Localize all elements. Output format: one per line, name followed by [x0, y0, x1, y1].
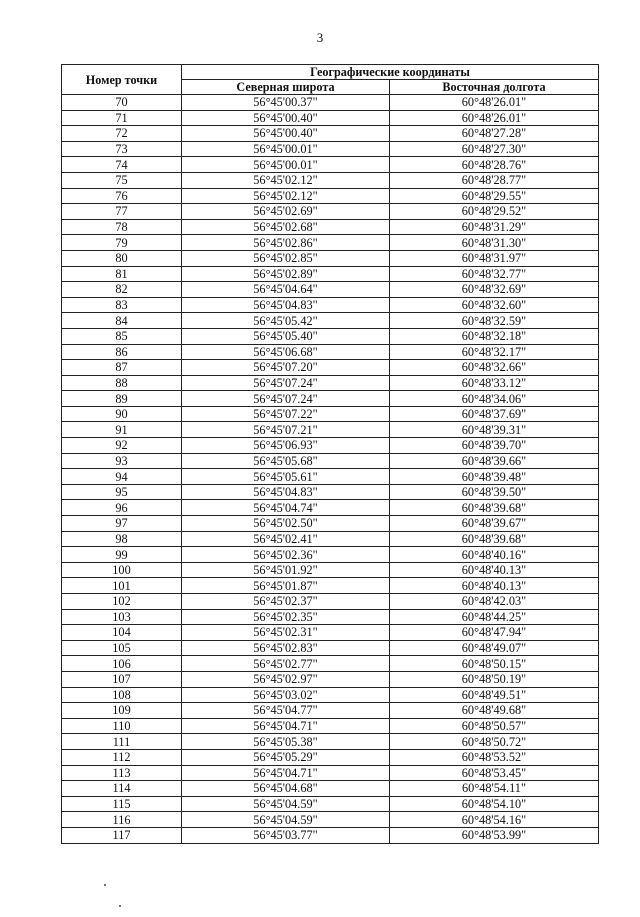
table-row — [62, 547, 599, 563]
latitude-cell: 56°45'06.93" — [182, 438, 390, 454]
latitude-cell: 56°45'02.35" — [182, 609, 390, 625]
latitude-cell: 56°45'05.40" — [182, 328, 390, 344]
longitude-cell: 60°48'42.03" — [390, 594, 599, 610]
longitude-cell: 60°48'39.68" — [390, 500, 599, 516]
point-number-cell: 82 — [62, 282, 182, 298]
point-number-cell: 108 — [62, 687, 182, 703]
latitude-cell: 56°45'05.29" — [182, 749, 390, 765]
table-row — [62, 827, 599, 843]
longitude-cell: 60°48'26.01" — [390, 110, 599, 126]
longitude-cell: 60°48'31.30" — [390, 235, 599, 251]
point-number-cell: 112 — [62, 749, 182, 765]
latitude-cell: 56°45'07.24" — [182, 391, 390, 407]
point-number-cell: 71 — [62, 110, 182, 126]
table-body — [62, 95, 599, 844]
latitude-cell: 56°45'04.83" — [182, 297, 390, 313]
header-point-number: Номер точки — [62, 65, 182, 95]
longitude-cell: 60°48'54.11" — [390, 781, 599, 797]
point-number-cell: 106 — [62, 656, 182, 672]
latitude-cell: 56°45'01.92" — [182, 562, 390, 578]
table-row — [62, 594, 599, 610]
table-row — [62, 796, 599, 812]
point-number-cell: 85 — [62, 328, 182, 344]
table-row — [62, 671, 599, 687]
latitude-cell: 56°45'00.37" — [182, 95, 390, 111]
point-number-cell: 105 — [62, 640, 182, 656]
longitude-cell: 60°48'32.77" — [390, 266, 599, 282]
point-number-cell: 77 — [62, 204, 182, 220]
point-number-cell: 78 — [62, 219, 182, 235]
point-number-cell: 116 — [62, 812, 182, 828]
point-number-cell: 74 — [62, 157, 182, 173]
table-row — [62, 282, 599, 298]
latitude-cell: 56°45'04.74" — [182, 500, 390, 516]
latitude-cell: 56°45'02.77" — [182, 656, 390, 672]
table-row — [62, 204, 599, 220]
point-number-cell: 83 — [62, 297, 182, 313]
table-row — [62, 812, 599, 828]
longitude-cell: 60°48'29.55" — [390, 188, 599, 204]
longitude-cell: 60°48'53.52" — [390, 749, 599, 765]
table-row — [62, 765, 599, 781]
table-row — [62, 703, 599, 719]
latitude-cell: 56°45'04.68" — [182, 781, 390, 797]
table-row — [62, 344, 599, 360]
longitude-cell: 60°48'33.12" — [390, 375, 599, 391]
latitude-cell: 56°45'04.64" — [182, 282, 390, 298]
point-number-cell: 107 — [62, 671, 182, 687]
table-row — [62, 562, 599, 578]
latitude-cell: 56°45'02.68" — [182, 219, 390, 235]
longitude-cell: 60°48'50.72" — [390, 734, 599, 750]
longitude-cell: 60°48'28.76" — [390, 157, 599, 173]
longitude-cell: 60°48'26.01" — [390, 95, 599, 111]
latitude-cell: 56°45'05.68" — [182, 453, 390, 469]
table-row — [62, 484, 599, 500]
longitude-cell: 60°48'32.69" — [390, 282, 599, 298]
table-row — [62, 781, 599, 797]
table-row — [62, 656, 599, 672]
point-number-cell: 73 — [62, 141, 182, 157]
table-row — [62, 266, 599, 282]
point-number-cell: 103 — [62, 609, 182, 625]
point-number-cell: 79 — [62, 235, 182, 251]
point-number-cell: 101 — [62, 578, 182, 594]
longitude-cell: 60°48'32.59" — [390, 313, 599, 329]
latitude-cell: 56°45'07.22" — [182, 406, 390, 422]
point-number-cell: 104 — [62, 625, 182, 641]
latitude-cell: 56°45'02.36" — [182, 547, 390, 563]
latitude-cell: 56°45'02.50" — [182, 516, 390, 532]
table-row — [62, 172, 599, 188]
table-row — [62, 625, 599, 641]
table-row — [62, 157, 599, 173]
latitude-cell: 56°45'04.71" — [182, 718, 390, 734]
table-row — [62, 110, 599, 126]
latitude-cell: 56°45'00.40" — [182, 126, 390, 142]
point-number-cell: 95 — [62, 484, 182, 500]
longitude-cell: 60°48'34.06" — [390, 391, 599, 407]
table-row — [62, 734, 599, 750]
table-row — [62, 250, 599, 266]
table-row — [62, 360, 599, 376]
table-row — [62, 531, 599, 547]
latitude-cell: 56°45'02.31" — [182, 625, 390, 641]
longitude-cell: 60°48'44.25" — [390, 609, 599, 625]
latitude-cell: 56°45'02.12" — [182, 172, 390, 188]
point-number-cell: 94 — [62, 469, 182, 485]
point-number-cell: 99 — [62, 547, 182, 563]
table-row — [62, 687, 599, 703]
point-number-cell: 96 — [62, 500, 182, 516]
point-number-cell: 111 — [62, 734, 182, 750]
table-row — [62, 718, 599, 734]
longitude-cell: 60°48'40.13" — [390, 562, 599, 578]
point-number-cell: 110 — [62, 718, 182, 734]
table-row — [62, 95, 599, 111]
table-row — [62, 188, 599, 204]
latitude-cell: 56°45'02.89" — [182, 266, 390, 282]
point-number-cell: 80 — [62, 250, 182, 266]
table-row — [62, 328, 599, 344]
table-row — [62, 297, 599, 313]
point-number-cell: 90 — [62, 406, 182, 422]
longitude-cell: 60°48'39.67" — [390, 516, 599, 532]
latitude-cell: 56°45'00.40" — [182, 110, 390, 126]
longitude-cell: 60°48'40.13" — [390, 578, 599, 594]
table-row — [62, 438, 599, 454]
table-row — [62, 219, 599, 235]
latitude-cell: 56°45'02.12" — [182, 188, 390, 204]
table-row — [62, 375, 599, 391]
longitude-cell: 60°48'39.68" — [390, 531, 599, 547]
header-north-latitude: Северная широта — [182, 80, 390, 95]
longitude-cell: 60°48'49.68" — [390, 703, 599, 719]
longitude-cell: 60°48'50.15" — [390, 656, 599, 672]
longitude-cell: 60°48'37.69" — [390, 406, 599, 422]
table-row — [62, 453, 599, 469]
point-number-cell: 81 — [62, 266, 182, 282]
table-row — [62, 500, 599, 516]
latitude-cell: 56°45'02.37" — [182, 594, 390, 610]
table-header — [62, 65, 599, 95]
latitude-cell: 56°45'04.59" — [182, 796, 390, 812]
scan-speck — [119, 905, 121, 907]
table-row — [62, 609, 599, 625]
longitude-cell: 60°48'49.07" — [390, 640, 599, 656]
longitude-cell: 60°48'31.29" — [390, 219, 599, 235]
table-row — [62, 469, 599, 485]
table-row — [62, 313, 599, 329]
latitude-cell: 56°45'05.42" — [182, 313, 390, 329]
longitude-cell: 60°48'50.19" — [390, 671, 599, 687]
table-row — [62, 516, 599, 532]
latitude-cell: 56°45'03.77" — [182, 827, 390, 843]
point-number-cell: 114 — [62, 781, 182, 797]
point-number-cell: 97 — [62, 516, 182, 532]
longitude-cell: 60°48'27.30" — [390, 141, 599, 157]
latitude-cell: 56°45'04.77" — [182, 703, 390, 719]
latitude-cell: 56°45'02.83" — [182, 640, 390, 656]
latitude-cell: 56°45'02.97" — [182, 671, 390, 687]
point-number-cell: 102 — [62, 594, 182, 610]
longitude-cell: 60°48'54.10" — [390, 796, 599, 812]
longitude-cell: 60°48'47.94" — [390, 625, 599, 641]
coordinates-table — [61, 64, 599, 844]
table-row — [62, 578, 599, 594]
latitude-cell: 56°45'07.24" — [182, 375, 390, 391]
point-number-cell: 84 — [62, 313, 182, 329]
point-number-cell: 117 — [62, 827, 182, 843]
table-row — [62, 235, 599, 251]
table-row — [62, 406, 599, 422]
longitude-cell: 60°48'32.17" — [390, 344, 599, 360]
latitude-cell: 56°45'07.20" — [182, 360, 390, 376]
longitude-cell: 60°48'32.66" — [390, 360, 599, 376]
longitude-cell: 60°48'54.16" — [390, 812, 599, 828]
table-row — [62, 126, 599, 142]
longitude-cell: 60°48'32.60" — [390, 297, 599, 313]
point-number-cell: 86 — [62, 344, 182, 360]
latitude-cell: 56°45'05.61" — [182, 469, 390, 485]
point-number-cell: 91 — [62, 422, 182, 438]
latitude-cell: 56°45'04.83" — [182, 484, 390, 500]
latitude-cell: 56°45'03.02" — [182, 687, 390, 703]
point-number-cell: 70 — [62, 95, 182, 111]
longitude-cell: 60°48'40.16" — [390, 547, 599, 563]
point-number-cell: 87 — [62, 360, 182, 376]
longitude-cell: 60°48'28.77" — [390, 172, 599, 188]
longitude-cell: 60°48'39.31" — [390, 422, 599, 438]
latitude-cell: 56°45'07.21" — [182, 422, 390, 438]
longitude-cell: 60°48'32.18" — [390, 328, 599, 344]
page-number: 3 — [316, 30, 324, 45]
latitude-cell: 56°45'02.41" — [182, 531, 390, 547]
point-number-cell: 98 — [62, 531, 182, 547]
longitude-cell: 60°48'39.66" — [390, 453, 599, 469]
point-number-cell: 100 — [62, 562, 182, 578]
point-number-cell: 75 — [62, 172, 182, 188]
latitude-cell: 56°45'01.87" — [182, 578, 390, 594]
longitude-cell: 60°48'50.57" — [390, 718, 599, 734]
longitude-cell: 60°48'39.70" — [390, 438, 599, 454]
longitude-cell: 60°48'29.52" — [390, 204, 599, 220]
table-row — [62, 422, 599, 438]
point-number-cell: 92 — [62, 438, 182, 454]
table-row — [62, 141, 599, 157]
latitude-cell: 56°45'06.68" — [182, 344, 390, 360]
point-number-cell: 109 — [62, 703, 182, 719]
point-number-cell: 115 — [62, 796, 182, 812]
longitude-cell: 60°48'53.45" — [390, 765, 599, 781]
table-row — [62, 640, 599, 656]
latitude-cell: 56°45'04.59" — [182, 812, 390, 828]
table-row — [62, 749, 599, 765]
header-geo-coordinates: Географические координаты — [182, 65, 599, 80]
point-number-cell: 76 — [62, 188, 182, 204]
latitude-cell: 56°45'05.38" — [182, 734, 390, 750]
header-east-longitude: Восточная долгота — [390, 80, 599, 95]
latitude-cell: 56°45'04.71" — [182, 765, 390, 781]
longitude-cell: 60°48'27.28" — [390, 126, 599, 142]
latitude-cell: 56°45'02.85" — [182, 250, 390, 266]
longitude-cell: 60°48'39.50" — [390, 484, 599, 500]
point-number-cell: 93 — [62, 453, 182, 469]
point-number-cell: 88 — [62, 375, 182, 391]
longitude-cell: 60°48'49.51" — [390, 687, 599, 703]
longitude-cell: 60°48'39.48" — [390, 469, 599, 485]
longitude-cell: 60°48'53.99" — [390, 827, 599, 843]
latitude-cell: 56°45'00.01" — [182, 157, 390, 173]
point-number-cell: 89 — [62, 391, 182, 407]
latitude-cell: 56°45'02.86" — [182, 235, 390, 251]
longitude-cell: 60°48'31.97" — [390, 250, 599, 266]
point-number-cell: 113 — [62, 765, 182, 781]
point-number-cell: 72 — [62, 126, 182, 142]
latitude-cell: 56°45'02.69" — [182, 204, 390, 220]
scan-speck — [104, 884, 106, 886]
table-row — [62, 391, 599, 407]
latitude-cell: 56°45'00.01" — [182, 141, 390, 157]
